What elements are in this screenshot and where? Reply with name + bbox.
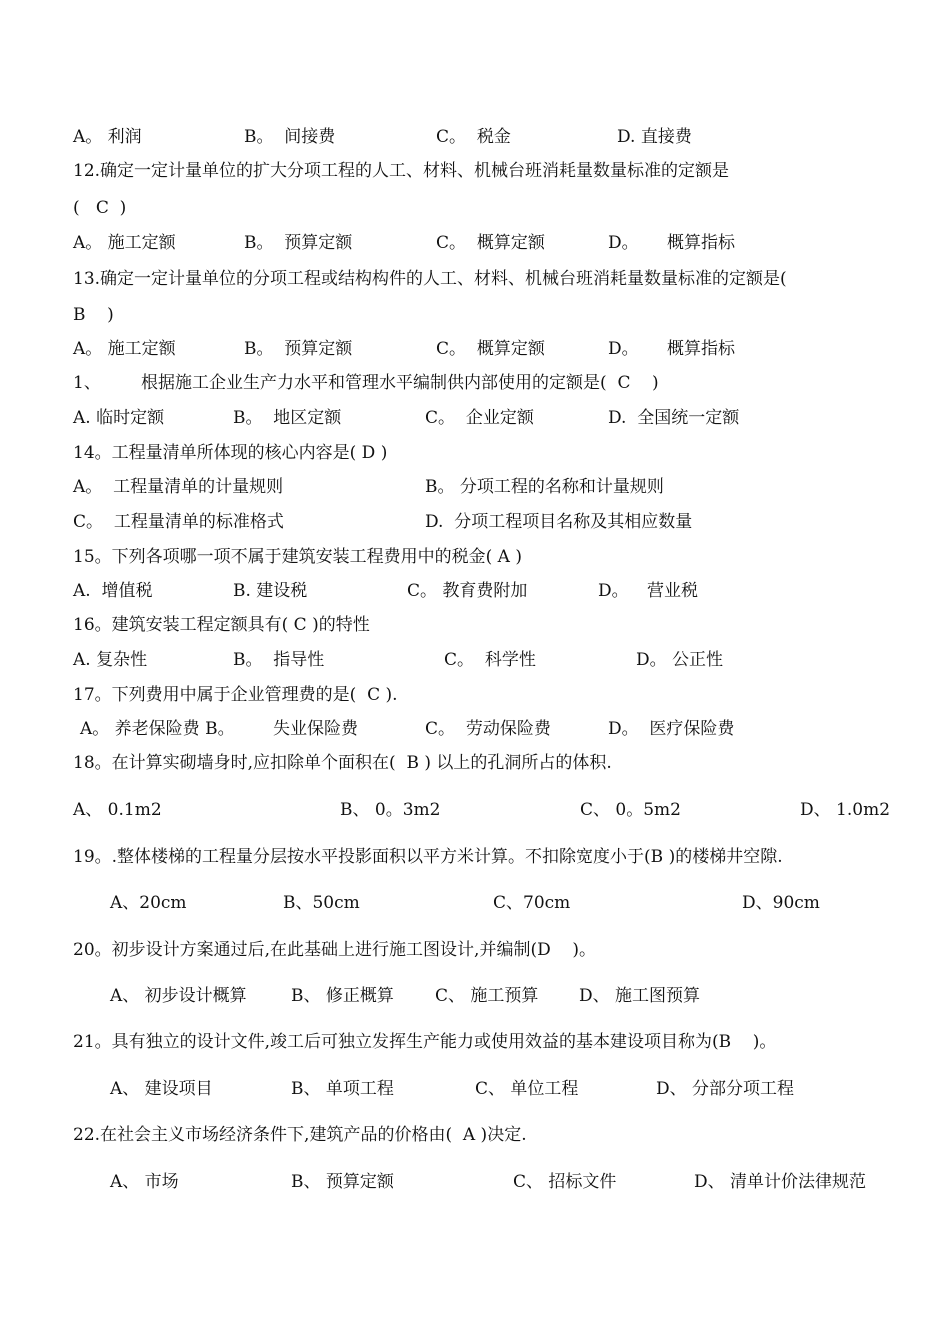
text-segment: 营业税 [647, 581, 698, 601]
text-segment: D. 直接费 [617, 127, 692, 147]
text-segment: 概算指标 [667, 339, 735, 359]
text-segment: C。 税金 [436, 127, 511, 147]
text-segment: B、50cm [283, 893, 360, 913]
text-segment: C。 企业定额 [425, 408, 534, 428]
text-segment: B、 预算定额 [291, 1172, 394, 1192]
text-segment: D。 医疗保险费 [608, 719, 735, 739]
text-segment: C、 0。5m2 [580, 800, 681, 820]
text-segment: 14。工程量清单所体现的核心内容是( D ) [73, 443, 388, 463]
text-segment: ( C ) [73, 198, 127, 218]
text-segment: A. 增值税 [73, 581, 153, 601]
text-segment: A、 0.1m2 [73, 800, 162, 820]
text-segment: A。 施工定额 [73, 339, 176, 359]
text-segment: 17。下列费用中属于企业管理费的是( C ). [73, 685, 398, 705]
text-segment: 根据施工企业生产力水平和管理水平编制供内部使用的定额是( C ) [141, 373, 659, 393]
text-segment: C。 概算定额 [436, 339, 545, 359]
text-segment: 21。具有独立的设计文件,竣工后可独立发挥生产能力或使用效益的基本建设项目称为(B )。 [73, 1032, 777, 1052]
text-segment: D、90cm [742, 893, 820, 913]
text-segment: A、 初步设计概算 [110, 986, 247, 1006]
text-segment: C、 单位工程 [475, 1079, 579, 1099]
text-segment: B。 分项工程的名称和计量规则 [425, 477, 664, 497]
text-segment: C。 工程量清单的标准格式 [73, 512, 284, 532]
text-segment: 1、 [73, 373, 101, 393]
text-segment: D. 全国统一定额 [608, 408, 740, 428]
text-segment: 12.确定一定计量单位的扩大分项工程的人工、材料、机械台班消耗量数量标准的定额是 [73, 161, 730, 181]
text-segment: B。 预算定额 [244, 233, 353, 253]
text-segment: D。 [608, 233, 639, 253]
text-segment: A。 施工定额 [73, 233, 176, 253]
text-segment: 18。在计算实砌墙身时,应扣除单个面积在( B ) 以上的孔洞所占的体积. [73, 753, 612, 773]
text-segment: A、20cm [110, 893, 187, 913]
text-segment: A。 利润 [73, 127, 142, 147]
text-segment: A、 建设项目 [110, 1079, 213, 1099]
text-segment: 20。初步设计方案通过后,在此基础上进行施工图设计,并编制(D )。 [73, 940, 596, 960]
text-segment: 13.确定一定计量单位的分项工程或结构构件的人工、材料、机械台班消耗量数量标准的定额是( [73, 269, 787, 289]
text-segment: B ) [73, 305, 114, 325]
text-segment: D. 分项工程项目名称及其相应数量 [425, 512, 693, 532]
text-segment: D、 1.0m2 [800, 800, 891, 820]
text-segment: A。 工程量清单的计量规则 [73, 477, 284, 497]
text-segment: D、 分部分项工程 [656, 1079, 795, 1099]
text-segment: B. 建设税 [233, 581, 308, 601]
text-segment: D、 清单计价法律规范 [694, 1172, 867, 1192]
text-segment: B、 修正概算 [291, 986, 394, 1006]
text-segment: B。 指导性 [233, 650, 325, 670]
text-segment: 15。下列各项哪一项不属于建筑安装工程费用中的税金( A ) [73, 547, 522, 567]
text-segment: D。 [598, 581, 629, 601]
text-segment: D。 [608, 339, 639, 359]
text-segment: D、 施工图预算 [579, 986, 701, 1006]
text-segment: C。 科学性 [444, 650, 536, 670]
text-segment: 22.在社会主义市场经济条件下,建筑产品的价格由( A )决定. [73, 1125, 527, 1145]
text-segment: B。 间接费 [244, 127, 336, 147]
text-segment: B。 预算定额 [244, 339, 353, 359]
text-segment: A、 市场 [110, 1172, 179, 1192]
text-segment: C、70cm [493, 893, 571, 913]
text-segment: 概算指标 [667, 233, 735, 253]
text-segment: C。 劳动保险费 [425, 719, 551, 739]
text-segment: C。 概算定额 [436, 233, 545, 253]
text-segment: B、 0。3m2 [340, 800, 441, 820]
text-segment: A. 临时定额 [73, 408, 165, 428]
text-segment: 失业保险费 [273, 719, 358, 739]
text-segment: B、 单项工程 [291, 1079, 394, 1099]
text-segment: C、 招标文件 [513, 1172, 617, 1192]
text-segment: C、 施工预算 [435, 986, 539, 1006]
text-segment: A。 养老保险费 B。 [80, 719, 235, 739]
text-segment: A. 复杂性 [73, 650, 148, 670]
text-segment: B。 地区定额 [233, 408, 342, 428]
text-segment: 16。建筑安装工程定额具有( C )的特性 [73, 615, 370, 635]
text-segment: D。 公正性 [636, 650, 724, 670]
text-segment: C。 教育费附加 [407, 581, 528, 601]
text-segment: 19。.整体楼梯的工程量分层按水平投影面积以平方米计算。不扣除宽度小于(B )的楼梯井空隙. [73, 847, 783, 867]
